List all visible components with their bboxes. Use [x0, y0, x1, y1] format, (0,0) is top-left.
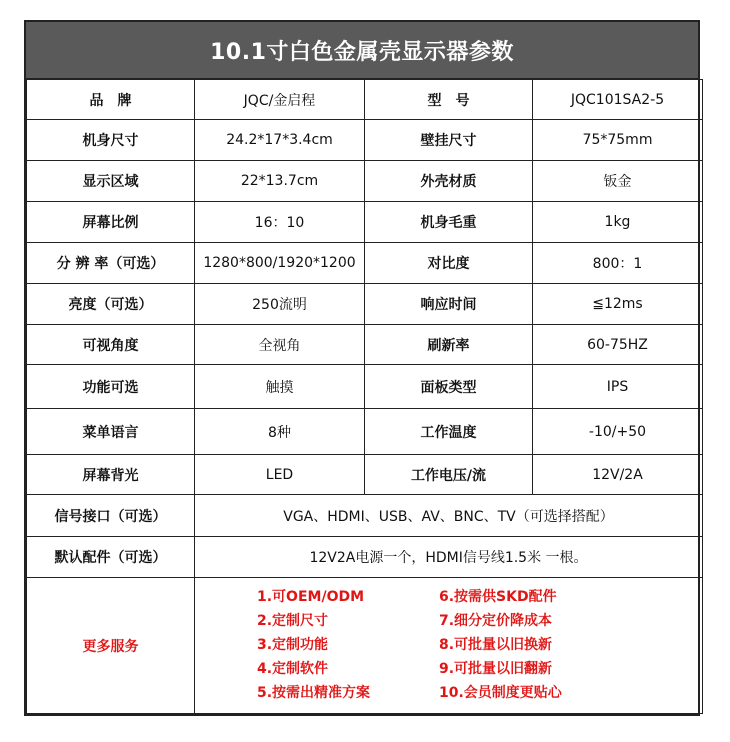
accessories-label: 默认配件（可选）: [27, 537, 195, 578]
spec-row: [27, 120, 703, 161]
spec-value: JQC/金启程: [195, 80, 365, 120]
spec-label: 显示区域: [27, 161, 195, 202]
service-item: 8.可批量以旧换新: [439, 637, 553, 653]
spec-label: 屏幕比例: [27, 202, 195, 243]
spec-row: [27, 284, 703, 325]
service-item: 7.细分定价降成本: [439, 613, 553, 629]
spec-row: [27, 365, 703, 409]
spec-row: [27, 325, 703, 365]
wide-row-signal: [27, 495, 703, 537]
spec-value: JQC101SA2-5: [533, 80, 703, 120]
spec-label: 面板类型: [365, 365, 533, 409]
spec-label: 菜单语言: [27, 409, 195, 455]
spec-value: 250流明: [195, 284, 365, 325]
spec-label: 工作电压/流: [365, 455, 533, 495]
spec-value: 钣金: [533, 161, 703, 202]
signal-interface-value: VGA、HDMI、USB、AV、BNC、TV（可选择搭配）: [195, 495, 703, 537]
spec-label: 屏幕背光: [27, 455, 195, 495]
service-item: 1.可OEM/ODM: [257, 589, 365, 605]
service-item: 3.定制功能: [257, 637, 329, 653]
spec-label: 亮度（可选）: [27, 284, 195, 325]
spec-row: [27, 161, 703, 202]
services-row: [27, 578, 703, 714]
spec-row: [27, 80, 703, 120]
service-item: 10.会员制度更贴心: [439, 685, 562, 701]
service-item: 9.可批量以旧翻新: [439, 661, 553, 677]
spec-label: 外壳材质: [365, 161, 533, 202]
spec-label: 刷新率: [365, 325, 533, 365]
spec-label: 机身毛重: [365, 202, 533, 243]
spec-value: IPS: [533, 365, 703, 409]
spec-label: 可视角度: [27, 325, 195, 365]
services-list: [195, 588, 702, 703]
spec-value: 60-75HZ: [533, 325, 703, 365]
service-item: 2.定制尺寸: [257, 613, 329, 629]
wide-row-accessories: [27, 537, 703, 578]
spec-value: 16：10: [195, 202, 365, 243]
spec-label: 壁挂尺寸: [365, 120, 533, 161]
spec-sheet: [24, 20, 700, 716]
spec-row: [27, 243, 703, 284]
spec-value: 全视角: [195, 325, 365, 365]
spec-label: 型 号: [365, 80, 533, 120]
spec-label: 功能可选: [27, 365, 195, 409]
sheet-title: 10.1寸白色金属壳显示器参数: [26, 22, 698, 79]
service-item: 6.按需供SKD配件: [439, 589, 557, 605]
signal-interface-label: 信号接口（可选）: [27, 495, 195, 537]
spec-table: [26, 79, 703, 714]
spec-label: 响应时间: [365, 284, 533, 325]
spec-value: 800：1: [533, 243, 703, 284]
spec-value: 22*13.7cm: [195, 161, 365, 202]
services-label: 更多服务: [27, 578, 195, 714]
spec-row: [27, 455, 703, 495]
accessories-value: 12V2A电源一个，HDMI信号线1.5米 一根。: [195, 537, 703, 578]
spec-value: 1280*800/1920*1200: [195, 243, 365, 284]
spec-value: 12V/2A: [533, 455, 703, 495]
spec-value: 1kg: [533, 202, 703, 243]
spec-value: 8种: [195, 409, 365, 455]
spec-label: 工作温度: [365, 409, 533, 455]
spec-value: LED: [195, 455, 365, 495]
spec-row: [27, 202, 703, 243]
service-item: 5.按需出精准方案: [257, 685, 371, 701]
spec-row: [27, 409, 703, 455]
spec-value: ≦12ms: [533, 284, 703, 325]
spec-value: 触摸: [195, 365, 365, 409]
spec-label: 分 辨 率（可选）: [27, 243, 195, 284]
spec-value: -10/+50: [533, 409, 703, 455]
spec-label: 品 牌: [27, 80, 195, 120]
spec-label: 机身尺寸: [27, 120, 195, 161]
services-cell: [195, 578, 703, 714]
spec-label: 对比度: [365, 243, 533, 284]
service-item: 4.定制软件: [257, 661, 329, 677]
spec-value: 24.2*17*3.4cm: [195, 120, 365, 161]
spec-value: 75*75mm: [533, 120, 703, 161]
